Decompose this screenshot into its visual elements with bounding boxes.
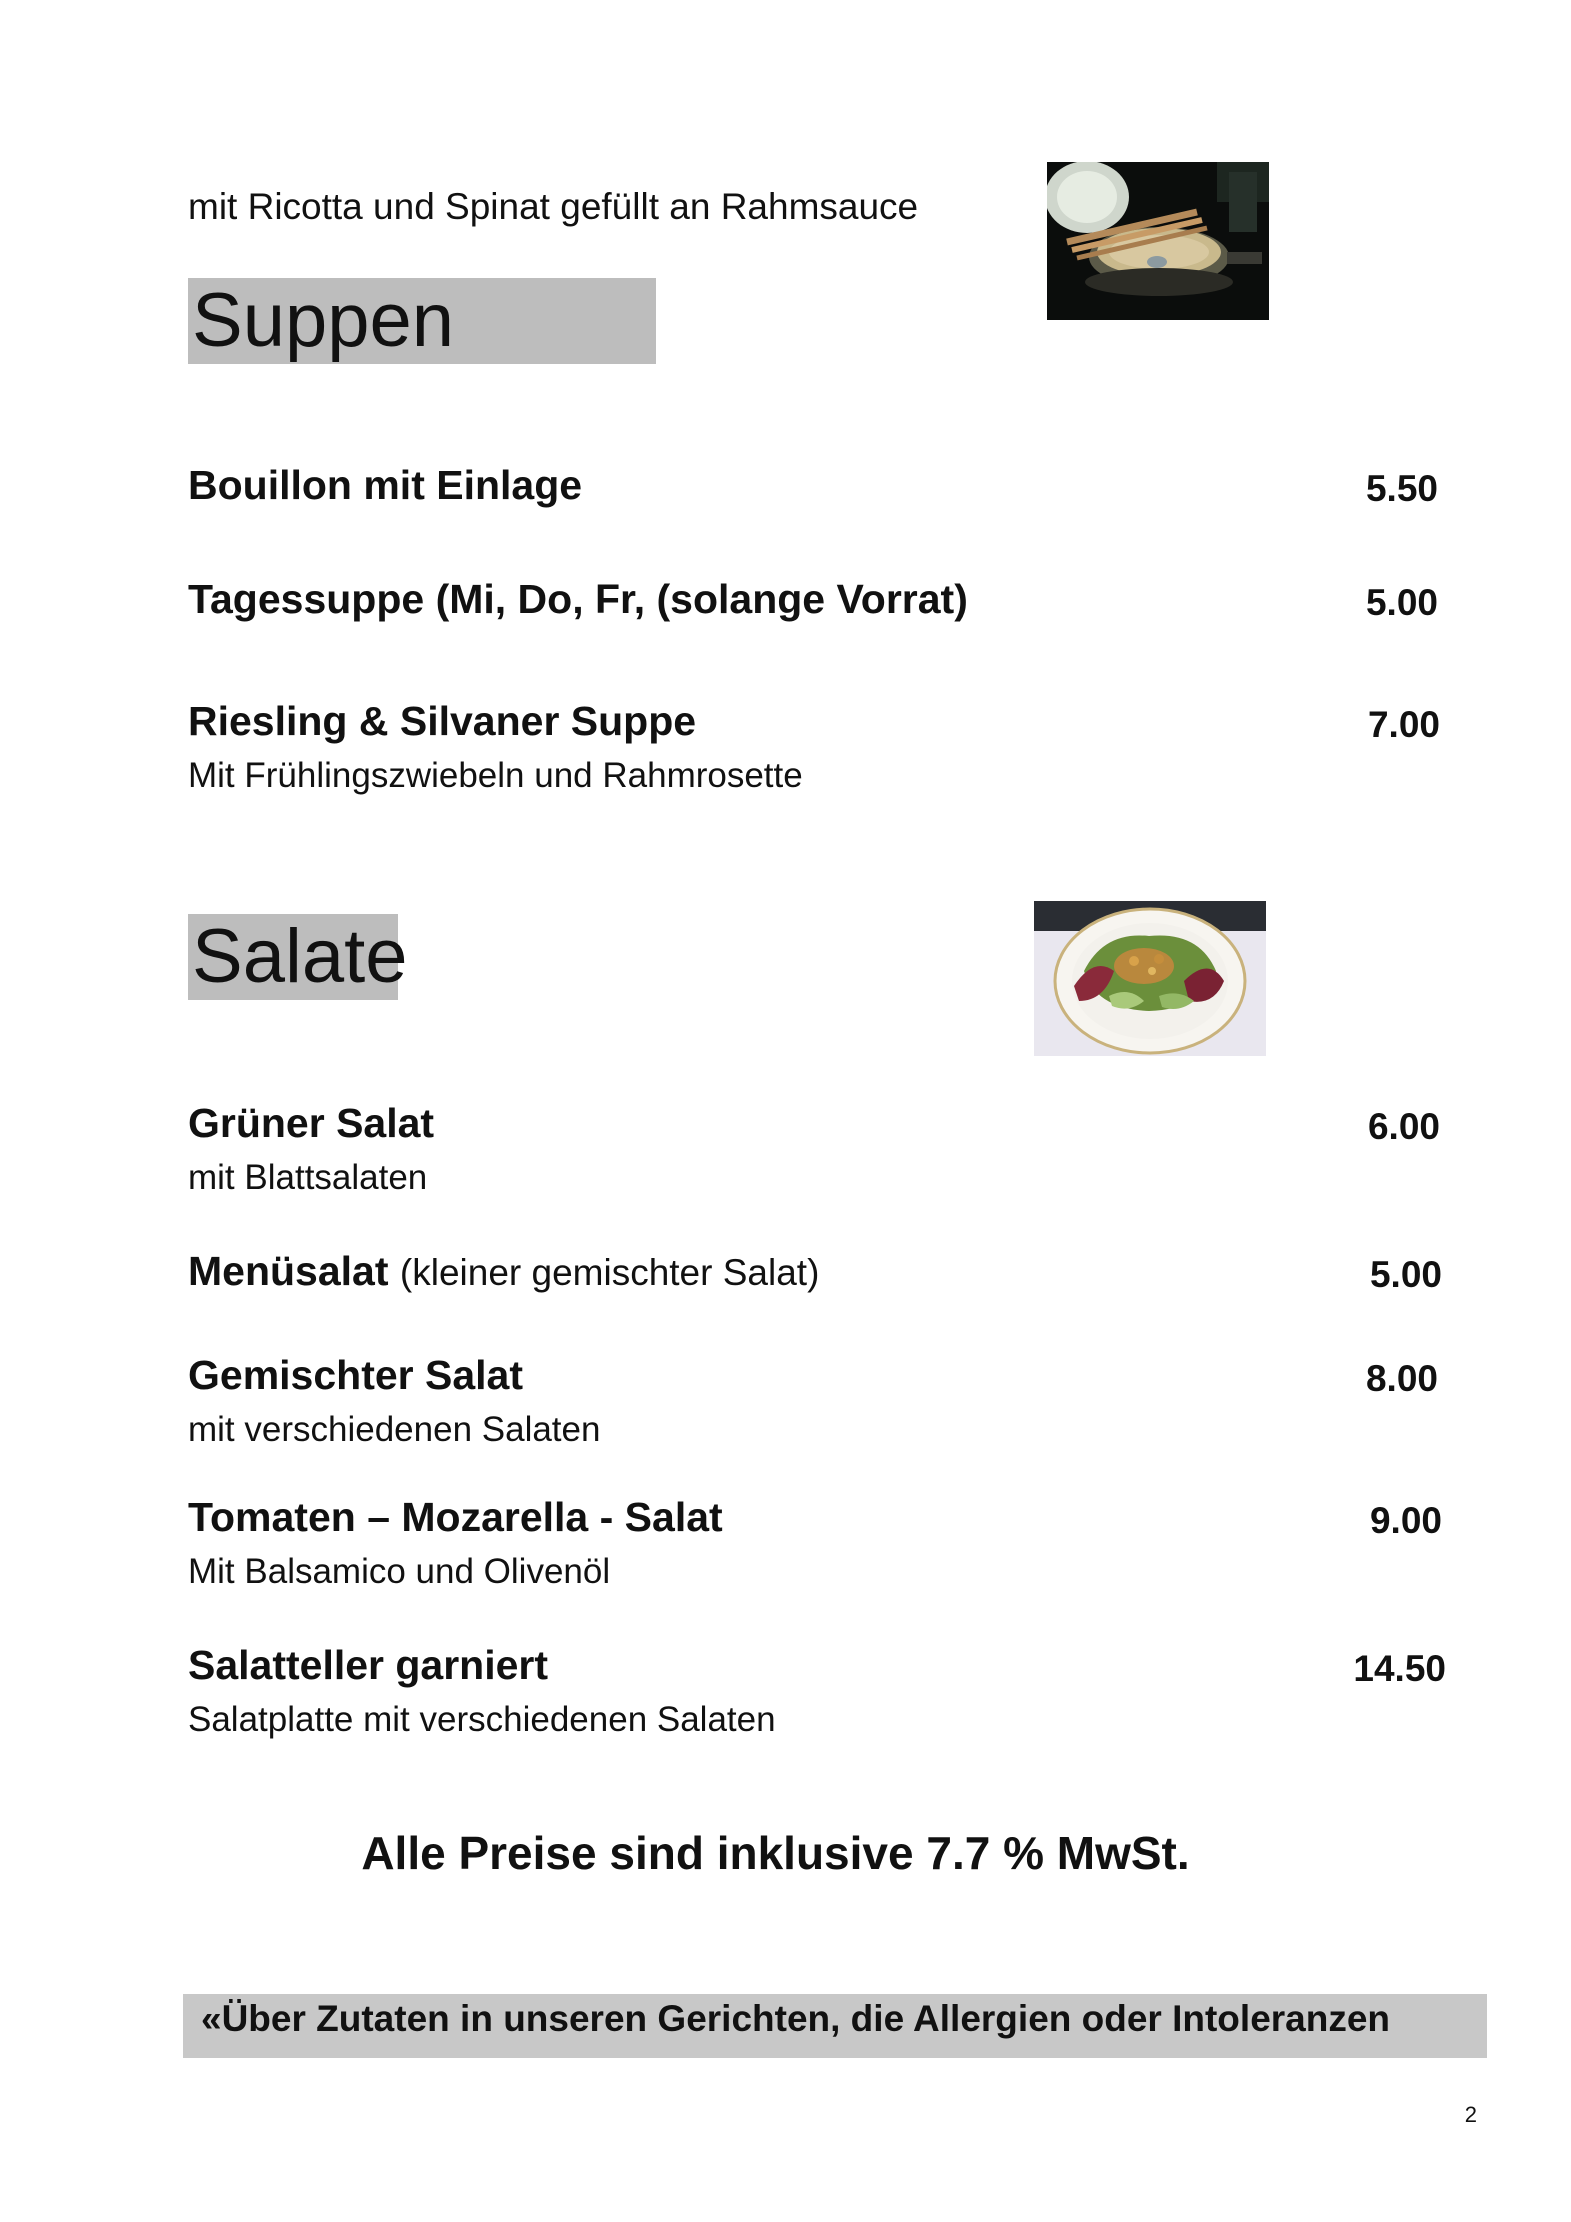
- item-description: Salatplatte mit verschiedenen Salaten: [188, 1700, 776, 1739]
- item-name: Salatteller garniert: [188, 1642, 549, 1688]
- item-name-text: Menüsalat: [188, 1248, 389, 1294]
- item-price: 5.00: [1365, 582, 1438, 623]
- item-description: mit Blattsalaten: [188, 1158, 428, 1197]
- item-name: Tomaten – Mozarella - Salat: [188, 1494, 723, 1540]
- item-name: Gemischter Salat: [188, 1352, 523, 1398]
- item-name: Grüner Salat: [188, 1100, 435, 1146]
- item-price: 9.00: [1369, 1500, 1442, 1541]
- page-number: 2: [1464, 2102, 1477, 2127]
- item-price: 5.50: [1365, 468, 1438, 509]
- section-title-suppen: Suppen: [188, 278, 656, 364]
- allergen-notice-text: «Über Zutaten in unseren Gerichten, die Allergien oder Intoleranzen: [201, 1998, 1391, 2039]
- item-note: (kleiner gemischter Salat): [399, 1252, 820, 1293]
- salad-plate-photo: [1034, 901, 1266, 1056]
- item-name: Tagessuppe (Mi, Do, Fr, (solange Vorrat): [188, 576, 968, 622]
- item-description: mit verschiedenen Salaten: [188, 1410, 601, 1449]
- item-name: Bouillon mit Einlage: [188, 462, 583, 508]
- soup-pot-photo: [1047, 162, 1269, 320]
- item-description: Mit Frühlingszwiebeln und Rahmrosette: [188, 756, 803, 795]
- item-price: 8.00: [1365, 1358, 1438, 1399]
- item-price: 14.50: [1353, 1648, 1446, 1689]
- item-price: 7.00: [1367, 704, 1440, 745]
- intro-line: mit Ricotta und Spinat gefüllt an Rahmsauce: [188, 186, 919, 227]
- allergen-notice-bar: [183, 1994, 1487, 2058]
- item-name: Riesling & Silvaner Suppe: [188, 698, 697, 744]
- item-description: Mit Balsamico und Olivenöl: [188, 1552, 611, 1591]
- section-title-salate: Salate: [188, 914, 398, 1000]
- item-price: 6.00: [1367, 1106, 1440, 1147]
- vat-note: Alle Preise sind inklusive 7.7 % MwSt.: [361, 1827, 1190, 1879]
- item-price: 5.00: [1369, 1254, 1442, 1295]
- item-name: [188, 1248, 819, 1295]
